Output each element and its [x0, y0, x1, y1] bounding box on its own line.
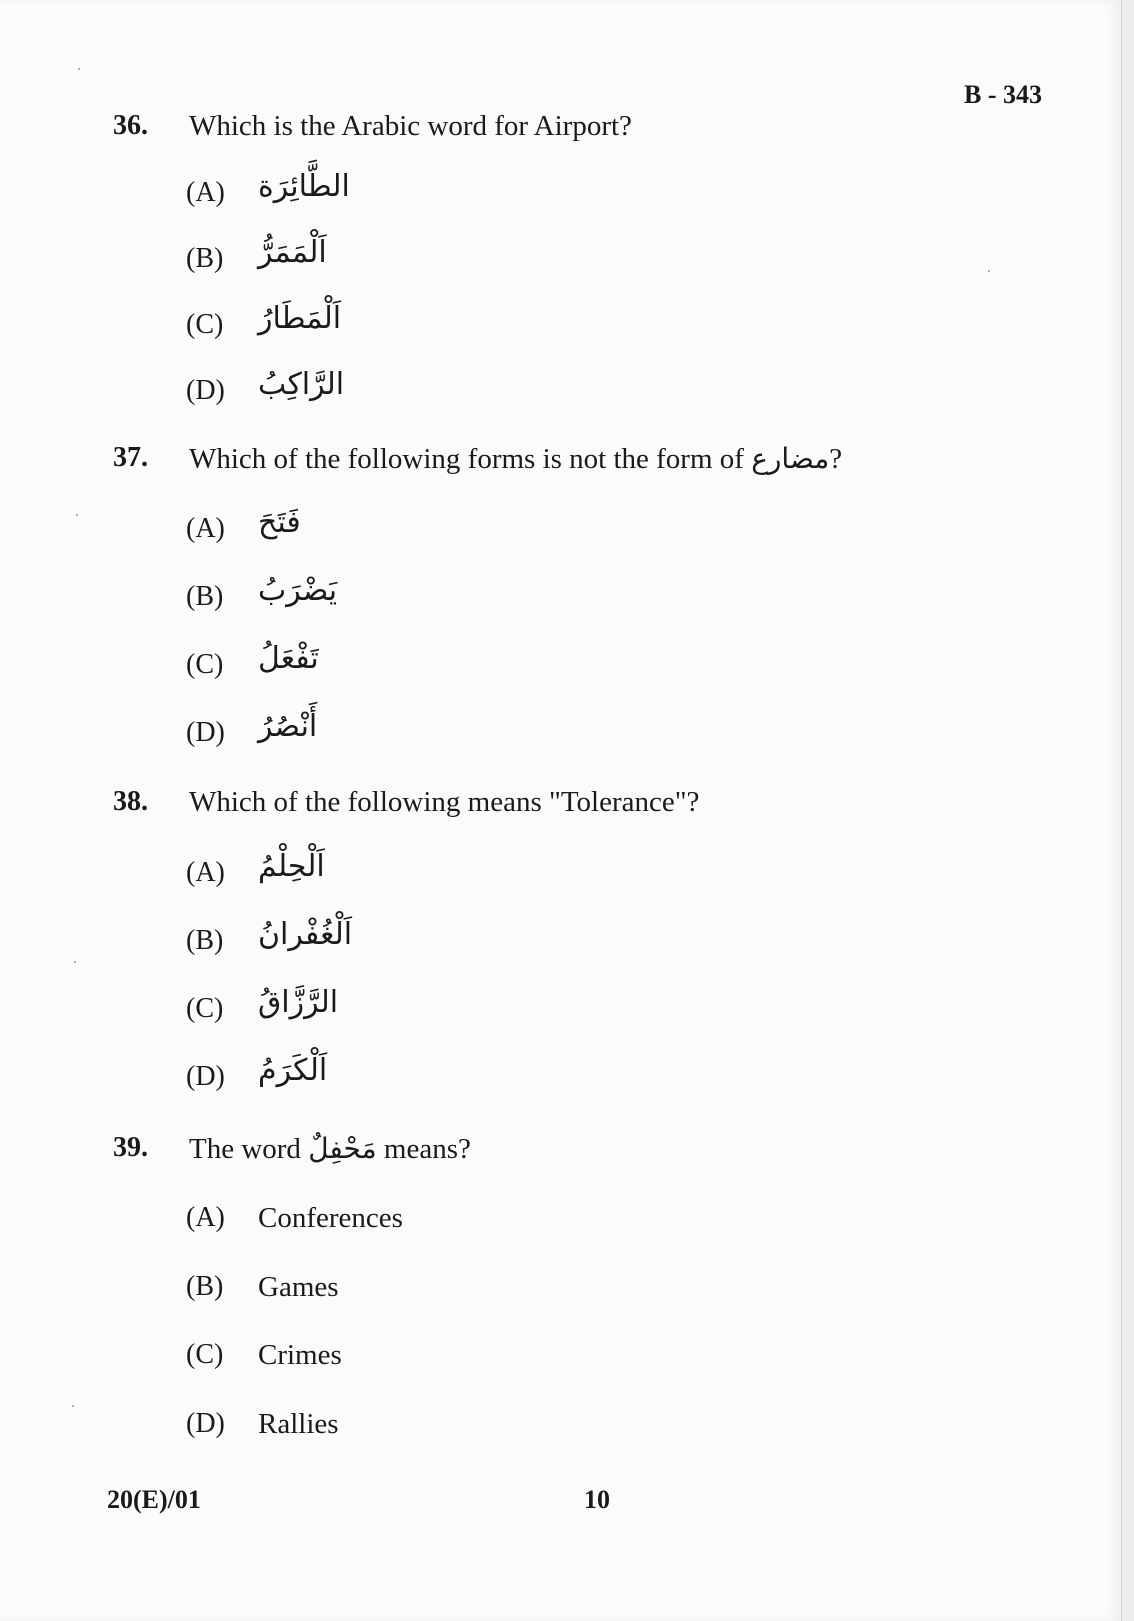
question-text	[189, 1132, 471, 1166]
option-letter: (B)	[186, 243, 224, 274]
option-letter: (B)	[186, 1271, 224, 1302]
option-text: يَضْرَبُ	[258, 573, 338, 608]
question-arabic-term: مضارع	[751, 442, 830, 475]
option-text: اَلْمَمَرُّ	[258, 235, 327, 270]
option-text: اَلْغُفْرانُ	[258, 917, 353, 952]
option-text: اَلْمَطَارُ	[258, 301, 342, 336]
option-letter: (A)	[186, 857, 225, 888]
option-letter: (B)	[186, 581, 224, 612]
scan-speck	[76, 514, 78, 516]
question-text	[189, 442, 842, 476]
option-letter: (C)	[186, 309, 224, 340]
booklet-code: B - 343	[964, 80, 1042, 109]
option-text: الرَّزَّاقُ	[258, 985, 339, 1020]
option-text: الرَّاكِبُ	[258, 367, 345, 402]
option-letter: (D)	[186, 1408, 225, 1439]
question-text-part: Which of the following forms is not the form of	[189, 443, 752, 475]
question-text: Which is the Arabic word for Airport?	[189, 110, 632, 142]
option-letter: (A)	[186, 513, 225, 544]
question-number: 39.	[113, 1132, 148, 1163]
option-text: اَلْكَرَمُ	[258, 1053, 328, 1088]
option-letter: (A)	[186, 177, 225, 208]
option-text: Conferences	[258, 1202, 403, 1234]
scan-speck	[988, 270, 990, 272]
question-text-part: ?	[829, 443, 843, 475]
option-letter: (D)	[186, 375, 225, 406]
option-letter: (D)	[186, 1061, 225, 1092]
scan-speck	[74, 961, 76, 963]
question-text-part: means?	[376, 1133, 471, 1165]
option-text: الطَّائِرَة	[258, 169, 350, 204]
question-number: 36.	[113, 110, 148, 141]
option-letter: (D)	[186, 717, 225, 748]
option-text: Crimes	[258, 1339, 342, 1371]
paper-code: 20(E)/01	[107, 1485, 201, 1514]
scan-speck	[78, 68, 80, 70]
option-text: فَتَحَ	[258, 505, 301, 540]
option-text: Rallies	[258, 1408, 339, 1440]
option-letter: (C)	[186, 993, 224, 1024]
option-text: اَلْحِلْمُ	[258, 849, 325, 884]
question-number: 38.	[113, 786, 148, 817]
option-letter: (B)	[186, 925, 224, 956]
option-letter: (C)	[186, 649, 224, 680]
question-arabic-term: مَحْفِلٌ	[308, 1132, 377, 1165]
question-text-part: The word	[189, 1133, 309, 1165]
page-number: 10	[584, 1485, 610, 1514]
option-letter: (C)	[186, 1339, 224, 1370]
option-text: تَفْعَلُ	[258, 641, 319, 676]
question-number: 37.	[113, 442, 148, 473]
option-text: أَنْصُرُ	[258, 709, 318, 744]
question-text: Which of the following means "Tolerance"?	[189, 786, 700, 818]
scan-speck	[72, 1405, 74, 1407]
option-letter: (A)	[186, 1202, 225, 1233]
option-text: Games	[258, 1271, 339, 1303]
